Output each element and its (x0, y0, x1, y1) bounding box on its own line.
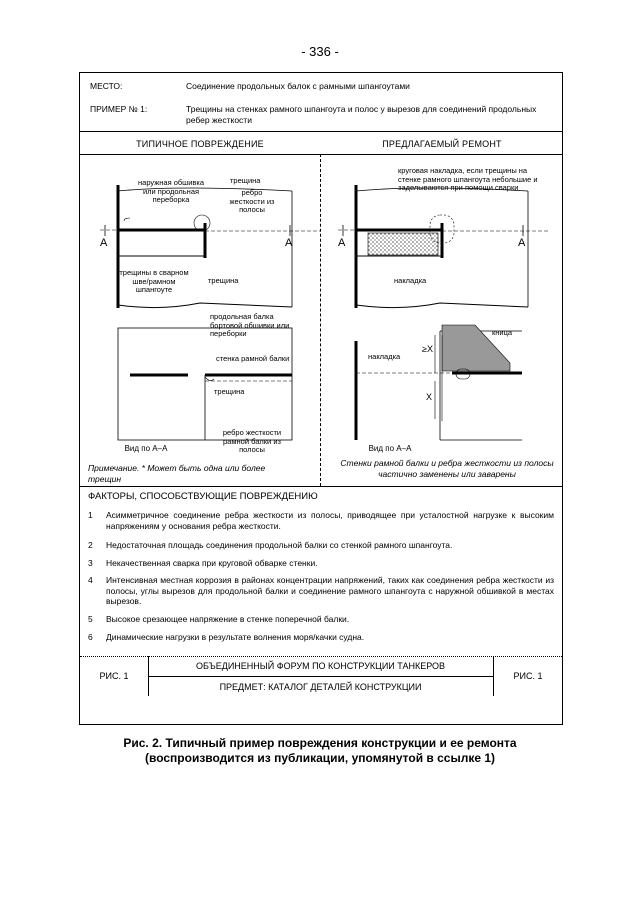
factor-text: Высокое срезающее напряжение в стенке поперечной балки. (106, 614, 350, 624)
fig-label-left: РИС. 1 (99, 671, 129, 681)
catalog-sheet (79, 72, 563, 725)
factor-text: Некачественная сварка при круговой обварке стенки. (106, 558, 318, 568)
fig-label-right: РИС. 1 (513, 671, 543, 681)
section-mark-left: A (100, 237, 108, 249)
divider (80, 656, 562, 657)
example-label: ПРИМЕР № 1: (90, 104, 148, 114)
caption-line-1: Рис. 2. Типичный пример повреждения конструкции и ее ремонта (123, 736, 517, 750)
label-web-frame: стенка рамной балки (216, 354, 290, 363)
factor-number: 3 (88, 558, 93, 568)
factor-number: 2 (88, 540, 93, 550)
factor-number: 6 (88, 632, 93, 642)
label-ge-x: ≥X (422, 344, 433, 354)
section-mark-right-r: A (518, 237, 526, 249)
figure-caption (0, 736, 640, 766)
location-label: МЕСТО: (90, 81, 123, 91)
section-mark-right: A (285, 237, 293, 249)
divider (80, 486, 562, 487)
section-mark-left-r: A (338, 237, 346, 249)
left-bottom-drawing (118, 328, 292, 440)
label-collar-note: круговая накладка, если трещины на стенке рамного шпангоута небольшие и заделываются при помощи сварки (398, 166, 538, 192)
forum-title: ОБЪЕДИНЕННЫЙ ФОРУМ ПО КОНСТРУКЦИИ ТАНКЕРОВ (195, 661, 446, 671)
label-stiffener-web: ребро жесткости из полосы (229, 188, 275, 214)
footer-divider (148, 676, 493, 677)
factor-text: Асимметричное соединение ребра жесткости из полосы, приводящее при усталостной нагрузке к высоким напряжениям у основания ребра жесткости. (106, 510, 554, 531)
label-longitudinal: продольная балка бортовой обшивки или переборки (210, 312, 290, 338)
right-bottom-drawing (356, 325, 522, 440)
note-right: Стенки рамной балки и ребра жесткости из полосы частично заменены или заварены (340, 458, 554, 479)
view-label-left: Вид по А–А (124, 444, 168, 453)
label-crack-bottom: трещина (208, 276, 239, 285)
factors-title: ФАКТОРЫ, СПОСОБСТВУЮЩИЕ ПОВРЕЖДЕНИЮ (88, 491, 318, 502)
label-crack-top: трещина (230, 176, 261, 185)
caption-line-2: (воспроизводится из публикации, упомянутой в ссылке 1) (144, 751, 496, 765)
location-text: Соединение продольных балок с рамными шпангоутами (186, 81, 410, 91)
factor-text: Недостаточная площадь соединения продольной балки со стенкой рамного шпангоута. (106, 540, 453, 550)
example-text: Трещины на стенках рамного шпангоута и полос у вырезов для соединений продольных ребер жесткости (186, 104, 537, 125)
label-collar-plate-view: накладка (368, 352, 401, 361)
catalog-subject: ПРЕДМЕТ: КАТАЛОГ ДЕТАЛЕЙ КОНСТРУКЦИИ (219, 682, 422, 692)
label-rib-web: ребро жесткости рамной балки из полосы (222, 428, 282, 454)
label-crack-weld: трещины в сварном шве/рамном шпангоуте (119, 268, 189, 294)
label-outer-shell: наружная обшивка или продольная переборка (138, 178, 204, 204)
label-bracket: кница (492, 328, 513, 337)
label-collar-plate: накладка (394, 276, 427, 285)
label-x: X (426, 392, 433, 402)
left-column-title: ТИПИЧНОЕ ПОВРЕЖДЕНИЕ (136, 139, 264, 149)
factor-number: 1 (88, 510, 93, 520)
factor-text: Динамические нагрузки в результате волнения моря/качки судна. (106, 632, 365, 642)
factor-text: Интенсивная местная коррозия в районах концентрации напряжений, таких как соединения ребра жесткости из полосы, углы вырезов для продольной балки и соединение рамного шпангоута с наружной обшивкой в местах вырезов. (106, 575, 554, 606)
right-column-title: ПРЕДЛАГАЕМЫЙ РЕМОНТ (382, 139, 502, 149)
view-label-right: Вид по А–А (368, 444, 412, 453)
factor-number: 4 (88, 575, 93, 585)
label-crack-view: трещина (214, 387, 245, 396)
page-number: - 336 - (301, 44, 339, 59)
note-left: Примечание. * Может быть одна или более трещин (88, 463, 266, 484)
factor-number: 5 (88, 614, 93, 624)
